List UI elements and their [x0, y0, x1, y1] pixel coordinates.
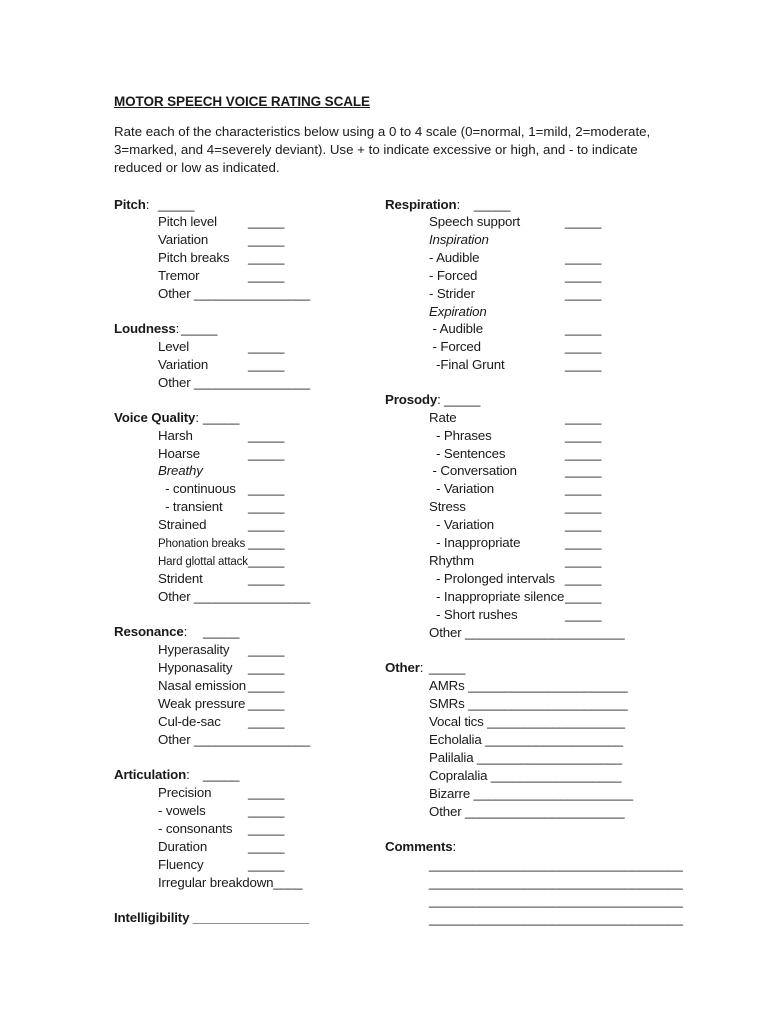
right-row [429, 677, 628, 695]
item-label: Rhythm [429, 553, 474, 568]
form-title: MOTOR SPEECH VOICE RATING SCALE [114, 94, 370, 109]
heading-colon: : [456, 197, 461, 212]
rating-blank[interactable]: _____ [565, 410, 602, 425]
section-heading: Voice Quality [114, 410, 196, 425]
rating-blank[interactable]: _____ [248, 535, 285, 550]
right-row [429, 731, 623, 749]
right-row [429, 624, 624, 642]
left-row [158, 659, 232, 677]
left-row [158, 427, 193, 445]
heading-colon: : [437, 392, 441, 407]
item-label: Phonation breaks [158, 538, 246, 550]
right-row [429, 749, 622, 767]
rating-blank[interactable]: _____ [248, 642, 285, 657]
item-label: - Prolonged intervals [429, 571, 555, 586]
right-row [429, 498, 466, 516]
item-label: Level [158, 339, 190, 354]
left-row [158, 338, 189, 356]
item-label: Tremor [158, 268, 200, 283]
right-row [429, 606, 518, 624]
item-label: - Forced [429, 268, 478, 283]
item-label: Speech support [429, 214, 521, 229]
rating-blank[interactable]: _____ [248, 339, 285, 354]
item-label: Expiration [429, 304, 487, 319]
heading-colon: : [183, 624, 188, 639]
item-label: - Audible [429, 250, 480, 265]
section-heading: Intelligibility ________________ [114, 910, 309, 925]
right-row [429, 285, 475, 303]
item-label: ___________________________________ [429, 893, 683, 908]
rating-blank[interactable]: _____ [248, 446, 285, 461]
rating-blank[interactable]: _____ [565, 589, 602, 604]
item-label: Hard glottal attack [158, 556, 248, 568]
item-label: - continuous [158, 481, 236, 496]
rating-blank[interactable]: _____ [248, 785, 285, 800]
right-row [429, 445, 505, 463]
item-label: Variation [158, 357, 209, 372]
rating-blank[interactable]: _____ [248, 250, 285, 265]
item-label: - Audible [429, 321, 483, 336]
left-row [158, 231, 208, 249]
rating-blank[interactable]: _____ [565, 339, 602, 354]
left-row [158, 480, 236, 498]
left-row [158, 534, 245, 552]
item-label: - Inappropriate [429, 535, 521, 550]
right-row [429, 695, 628, 713]
left-row [158, 498, 223, 516]
rating-blank[interactable]: _____ [248, 214, 285, 229]
section-heading: Prosody [385, 392, 438, 407]
left-row [114, 623, 187, 641]
left-row [158, 516, 206, 534]
item-label: Variation [158, 232, 209, 247]
item-label: Strident [158, 571, 203, 586]
right-row [429, 785, 633, 803]
right-row [429, 910, 683, 928]
right-row [429, 480, 494, 498]
left-row [158, 445, 200, 463]
rating-blank[interactable]: _____ [248, 517, 285, 532]
rating-blank[interactable]: _____ [565, 517, 602, 532]
rating-blank[interactable]: _____ [248, 839, 285, 854]
item-label: Harsh [158, 428, 193, 443]
left-row [158, 588, 310, 606]
right-row [429, 267, 477, 285]
left-row [158, 249, 229, 267]
rating-blank[interactable]: _____ [203, 767, 240, 782]
rating-blank[interactable]: _____ [248, 696, 285, 711]
right-row [429, 213, 520, 231]
item-label: - Inappropriate silence [429, 589, 565, 604]
item-label: Hyponasality [158, 660, 233, 675]
item-label: Pitch level [158, 214, 217, 229]
item-label: - Phrases [429, 428, 492, 443]
item-label: Strained [158, 517, 207, 532]
left-row [158, 856, 204, 874]
right-row [385, 659, 423, 677]
section-heading: Articulation [114, 767, 187, 782]
item-label: - Strider [429, 286, 475, 301]
item-label: Rate [429, 410, 457, 425]
right-row [429, 552, 474, 570]
right-row [429, 713, 625, 731]
right-row [429, 570, 555, 588]
left-row [158, 552, 248, 570]
item-label: ___________________________________ [429, 875, 683, 890]
item-label: Bizarre ______________________ [429, 786, 634, 801]
right-row [385, 391, 441, 409]
heading-colon: : [452, 839, 457, 854]
item-label: - transient [158, 499, 223, 514]
rating-blank[interactable]: _____ [565, 286, 602, 301]
heading-colon: : [145, 197, 150, 212]
item-label: Inspiration [429, 232, 489, 247]
rating-blank[interactable]: _____ [565, 535, 602, 550]
left-row [158, 838, 207, 856]
left-row [158, 213, 217, 231]
rating-blank[interactable]: _____ [248, 481, 285, 496]
item-label: -Final Grunt [429, 357, 505, 372]
rating-blank[interactable]: _____ [248, 499, 285, 514]
item-label: - consonants [158, 821, 233, 836]
item-label: Duration [158, 839, 208, 854]
rating-blank[interactable]: _____ [565, 250, 602, 265]
item-label: Nasal emission [158, 678, 247, 693]
left-row [158, 462, 203, 480]
left-row [158, 820, 232, 838]
section-heading: Comments [385, 839, 453, 854]
rating-blank[interactable]: _____ [248, 357, 285, 372]
item-label: Other ______________________ [429, 804, 625, 819]
heading-colon: : [175, 321, 180, 336]
right-row [429, 534, 520, 552]
left-row [114, 409, 199, 427]
heading-colon: : [186, 767, 190, 782]
rating-blank[interactable]: _____ [248, 553, 285, 568]
rating-blank[interactable]: _____ [565, 499, 602, 514]
item-label: - Conversation [429, 463, 517, 478]
left-row [158, 784, 211, 802]
right-row [429, 356, 505, 374]
item-label: Cul-de-sac [158, 714, 221, 729]
rating-blank[interactable]: _____ [181, 321, 218, 336]
left-row [114, 196, 149, 214]
rating-blank[interactable]: _____ [248, 821, 285, 836]
section-heading: Loudness [114, 321, 176, 336]
right-row [429, 856, 683, 874]
section-heading: Respiration [385, 197, 457, 212]
right-row [429, 516, 494, 534]
left-row [158, 641, 229, 659]
item-label: Fluency [158, 857, 204, 872]
item-label: Hyperasality [158, 642, 230, 657]
left-row [114, 766, 190, 784]
rating-blank[interactable]: _____ [248, 714, 285, 729]
left-row [158, 874, 302, 892]
right-row [429, 892, 683, 910]
item-label: Weak pressure [158, 696, 246, 711]
right-row [429, 462, 517, 480]
right-row [429, 338, 481, 356]
item-label: - Variation [429, 481, 495, 496]
rating-blank[interactable]: _____ [565, 571, 602, 586]
right-row [429, 767, 621, 785]
rating-blank[interactable]: _____ [429, 660, 466, 675]
item-label: - Variation [429, 517, 495, 532]
rating-blank[interactable]: _____ [248, 660, 285, 675]
right-row [385, 196, 460, 214]
rating-blank[interactable]: _____ [203, 624, 240, 639]
item-label: - vowels [158, 803, 206, 818]
rating-blank[interactable]: _____ [248, 803, 285, 818]
item-label: Pitch breaks [158, 250, 230, 265]
item-label: ___________________________________ [429, 857, 683, 872]
rating-blank[interactable]: _____ [565, 321, 602, 336]
item-label: Other ________________ [158, 589, 310, 604]
right-row [429, 409, 457, 427]
right-row [429, 874, 683, 892]
section-heading: Other [385, 660, 420, 675]
right-row [429, 320, 483, 338]
item-label: Other ________________ [158, 286, 310, 301]
left-row [158, 802, 206, 820]
rating-blank[interactable]: _____ [565, 553, 602, 568]
rating-blank[interactable]: _____ [158, 197, 195, 212]
heading-colon: : [419, 660, 424, 675]
rating-blank[interactable]: _____ [248, 571, 285, 586]
item-label: ___________________________________ [429, 911, 683, 926]
rating-blank[interactable]: _____ [248, 857, 285, 872]
heading-colon: : [195, 410, 199, 425]
rating-blank[interactable]: _____ [474, 197, 511, 212]
rating-blank[interactable]: _____ [565, 214, 602, 229]
item-label: Hoarse [158, 446, 200, 461]
section-heading: Pitch [114, 197, 146, 212]
item-label: AMRs ______________________ [429, 678, 628, 693]
item-label: Stress [429, 499, 466, 514]
rating-blank[interactable]: _____ [248, 428, 285, 443]
left-row [158, 731, 310, 749]
item-label: Irregular breakdown____ [158, 875, 303, 890]
left-row [158, 677, 246, 695]
left-row [158, 570, 203, 588]
section-heading: Resonance [114, 624, 184, 639]
left-row [158, 695, 245, 713]
right-row [429, 303, 487, 321]
rating-blank[interactable]: _____ [565, 607, 602, 622]
rating-blank[interactable]: _____ [565, 446, 602, 461]
item-label: Other ________________ [158, 732, 310, 747]
left-row [158, 285, 310, 303]
item-label: Breathy [158, 463, 203, 478]
item-label: Vocal tics ___________________ [429, 714, 625, 729]
right-row [429, 231, 489, 249]
right-row [429, 588, 564, 606]
rating-blank[interactable]: _____ [203, 410, 240, 425]
item-label: Palilalia ____________________ [429, 750, 622, 765]
rating-blank[interactable]: _____ [248, 268, 285, 283]
left-row [114, 320, 179, 338]
item-label: Copralalia __________________ [429, 768, 622, 783]
instructions-paragraph: Rate each of the characteristics below using a 0 to 4 scale (0=normal, 1=mild, 2=moderate, 3=marked, and 4=severely deviant). Use + to indicate excessive or high, and - to indicate reduced or low as indicated. [114, 124, 651, 175]
left-row [158, 356, 208, 374]
item-label: - Short rushes [429, 607, 518, 622]
item-label: Other ______________________ [429, 625, 625, 640]
right-row [385, 838, 456, 856]
right-row [429, 803, 624, 821]
item-label: Precision [158, 785, 212, 800]
rating-blank[interactable]: _____ [565, 428, 602, 443]
right-row [429, 249, 479, 267]
left-row [114, 909, 309, 927]
item-label: - Sentences [429, 446, 506, 461]
rating-blank[interactable]: _____ [565, 463, 602, 478]
item-label: Echolalia ___________________ [429, 732, 623, 747]
rating-blank[interactable]: _____ [565, 268, 602, 283]
rating-blank[interactable]: _____ [248, 678, 285, 693]
rating-blank[interactable]: _____ [444, 392, 481, 407]
item-label: SMRs ______________________ [429, 696, 628, 711]
right-row [429, 427, 492, 445]
left-row [158, 713, 221, 731]
rating-blank[interactable]: _____ [565, 357, 602, 372]
rating-blank[interactable]: _____ [248, 232, 285, 247]
rating-blank[interactable]: _____ [565, 481, 602, 496]
item-label: Other ________________ [158, 375, 310, 390]
item-label: - Forced [429, 339, 481, 354]
left-row [158, 267, 199, 285]
left-row [158, 374, 310, 392]
